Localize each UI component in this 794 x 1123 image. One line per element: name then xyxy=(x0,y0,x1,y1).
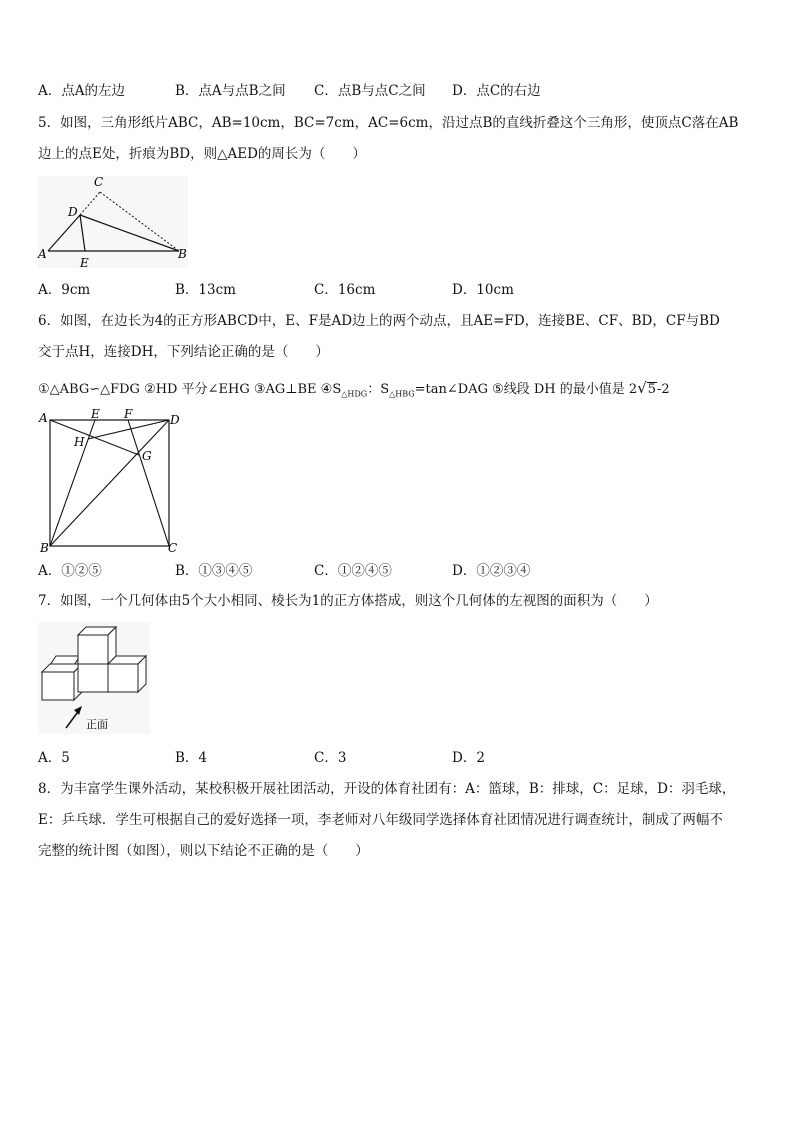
q6-option-b: B．①③④⑤ xyxy=(175,563,253,579)
cube-right-front xyxy=(108,664,138,692)
q5-option-d: D．10cm xyxy=(452,282,514,298)
q6-conclusions-part1: ①△ABG∽△FDG ②HD 平分∠EHG ③AG⊥BE ④S xyxy=(38,382,342,397)
label-f: F xyxy=(124,407,133,421)
segment-cf xyxy=(128,420,169,546)
q7-option-a: A．5 xyxy=(38,750,70,766)
q6-square-figure xyxy=(36,406,186,556)
q6-conclusions xyxy=(38,379,670,404)
label-e: E xyxy=(80,256,89,270)
q6-conclusions-part4: -2 xyxy=(657,382,670,397)
label-g: G xyxy=(142,449,152,463)
q6-sub-hbg: △HBG xyxy=(389,389,415,399)
label-b: B xyxy=(40,541,49,555)
q5-option-b: B．13cm xyxy=(175,282,236,298)
q5-stem-line2: 边上的点E处，折痕为BD，则△AED的周长为（ ） xyxy=(38,146,366,162)
q5-option-c: C．16cm xyxy=(314,282,376,298)
cube-top-front xyxy=(78,635,108,664)
label-b: B xyxy=(178,247,187,261)
sqrt-sign: √ xyxy=(637,379,647,397)
label-c: C xyxy=(94,175,104,189)
label-c: C xyxy=(168,541,178,555)
cube-middle-front xyxy=(78,664,108,692)
q6-option-d: D．①②③④ xyxy=(452,563,531,579)
q4-option-b: B．点A与点B之间 xyxy=(175,83,286,99)
q5-triangle-figure xyxy=(34,172,190,270)
q6-stem-line2: 交于点H，连接DH，下列结论正确的是（ ） xyxy=(38,344,329,360)
cube-left-front xyxy=(42,672,74,700)
front-label: 正面 xyxy=(86,718,108,731)
label-d: D xyxy=(68,205,78,219)
q8-stem-line3: 完整的统计图（如图），则以下结论不正确的是（ ） xyxy=(38,843,369,859)
q4-option-d: D．点C的右边 xyxy=(452,83,541,99)
q5-stem-line1: 5．如图，三角形纸片ABC，AB=10cm，BC=7cm，AC=6cm，沿过点B的直线折叠这个三角形，使顶点C落在AB xyxy=(38,115,739,131)
q8-stem-line1: 8．为丰富学生课外活动，某校积极开展社团活动，开设的体育社团有：A：篮球，B：排球，C：足球，D：羽毛球， xyxy=(38,781,736,797)
q5-figure-background xyxy=(38,176,188,268)
segment-bd xyxy=(50,420,169,546)
q8-stem-line2: E：乒乓球．学生可根据自己的爱好选择一项，李老师对八年级同学选择体育社团情况进行调查统计，制成了两幅不 xyxy=(38,812,723,828)
q6-option-c: C．①②④⑤ xyxy=(314,563,392,579)
q6-stem-line1: 6．如图，在边长为4的正方形ABCD中，E、F是AD边上的两个动点，且AE=FD，连接BE、CF、BD，CF与BD xyxy=(38,313,720,329)
label-d: D xyxy=(170,413,180,427)
q6-option-a: A．①②⑤ xyxy=(38,563,102,579)
q7-stem-line1: 7．如图，一个几何体由5个大小相同、棱长为1的正方体搭成，则这个几何体的左视图的面积为（ ） xyxy=(38,593,658,609)
sqrt-radicand: 5 xyxy=(647,382,657,397)
q7-option-b: B．4 xyxy=(175,750,208,766)
label-a: A xyxy=(39,411,48,425)
label-e: E xyxy=(91,407,100,421)
q4-option-a: A．点A的左边 xyxy=(38,83,125,99)
q7-cubes-figure xyxy=(36,620,152,736)
q6-sub-hdg: △HDG xyxy=(341,389,368,399)
label-a: A xyxy=(38,247,47,261)
q5-option-a: A．9cm xyxy=(38,282,91,298)
label-h: H xyxy=(74,435,85,449)
q6-conclusions-part3: =tan∠DAG ⑤线段 DH 的最小值是 2 xyxy=(414,382,638,397)
q7-option-c: C．3 xyxy=(314,750,347,766)
q6-conclusions-part2: ：S xyxy=(367,382,390,397)
q4-option-c: C．点B与点C之间 xyxy=(314,83,426,99)
q7-option-d: D．2 xyxy=(452,750,485,766)
